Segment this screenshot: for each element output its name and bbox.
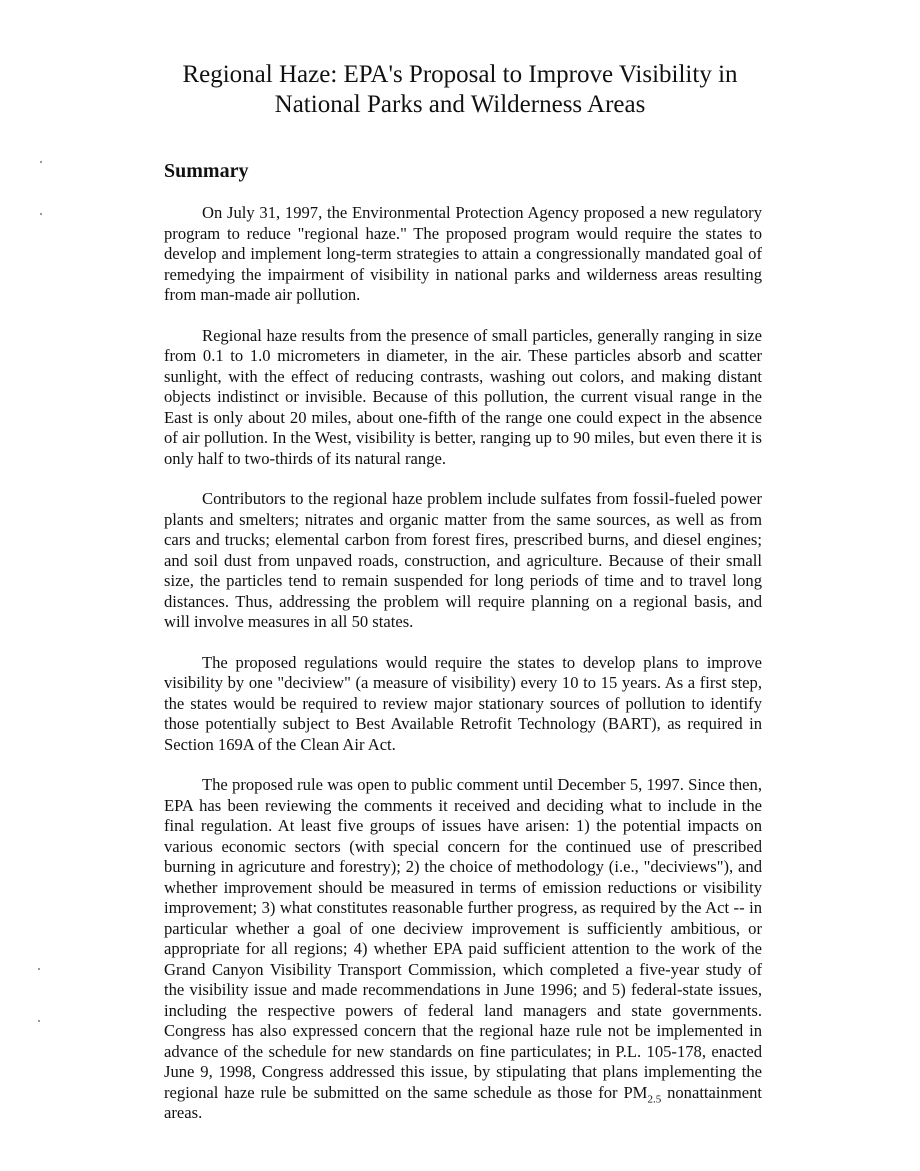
- title-line-2: National Parks and Wilderness Areas: [274, 91, 646, 118]
- title-line-1: Regional Haze: EPA's Proposal to Improve Visibility in: [182, 61, 738, 88]
- paragraph-2: Regional haze results from the presence of small particles, generally ranging in size from 0.1 to 1.0 micrometers in diameter, in the air. These particles absorb and scatter sunlight, with the effect of reducing contrasts, washing out colors, and making distant objects indistinct or invisible. Because of this pollution, the current visual range in the East is only about 20 miles, about one-fifth of the range one could expect in the absence of air pollution. In the West, visibility is better, ranging up to 90 miles, but even there it is only half to two-thirds of its natural range.: [164, 325, 762, 468]
- margin-speck: [40, 213, 42, 215]
- pm-subscript: 2.5: [647, 1092, 662, 1105]
- paragraph-1: On July 31, 1997, the Environmental Protection Agency proposed a new regulatory program to reduce "regional haze." The proposed program would require the states to develop and implement long-term strategies to attain a congressionally mandated goal of remedying the impairment of visibility in national parks and wilderness areas resulting from man-made air pollution.: [164, 203, 762, 304]
- margin-speck: [40, 161, 42, 163]
- paragraph-3: Contributors to the regional haze problem include sulfates from fossil-fueled power plants and smelters; nitrates and organic matter from the same sources, as well as from cars and trucks; elemental carbon from forest fires, prescribed burns, and diesel engines; and soil dust from unpaved roads, construction, and agriculture. Because of their small size, the particles tend to remain suspended for long periods of time and to travel long distances. Thus, addressing the problem will require planning on a regional basis, and will involve measures in all 50 states.: [164, 489, 762, 631]
- margin-speck: [38, 968, 40, 970]
- paragraph-5-tail: nonattainment areas.: [164, 1082, 762, 1122]
- summary-heading: Summary: [164, 160, 249, 182]
- paragraph-5: [164, 775, 762, 1124]
- margin-speck: [38, 1020, 40, 1022]
- summary-body: [164, 203, 762, 1124]
- paragraph-4: The proposed regulations would require the states to develop plans to improve visibility by one "deciview" (a measure of visibility) every 10 to 15 years. As a first step, the states would be required to review major stationary sources of pollution to identify those potentially subject to Best Available Retrofit Technology (BART), as required in Section 169A of the Clean Air Act.: [164, 652, 762, 754]
- document-title: [150, 60, 770, 120]
- paragraph-5-text: The proposed rule was open to public comment until December 5, 1997. Since then, EPA has been reviewing the comments it received and deciding what to include in the final regulation. At least five groups of issues have arisen: 1) the potential impacts on various economic sectors (with special concern for the continued use of prescribed burning in agricuture and forestry); 2) the choice of methodology (i.e., "deciviews"), and whether improvement should be measured in terms of emission reductions or visibility improvement; 3) what constitutes reasonable further progress, as required by the Act -- in particular whether a goal of one deciview improvement is sufficiently ambitious, or appropriate for all regions; 4) whether EPA paid sufficient attention to the work of the Grand Canyon Visibility Transport Commission, which completed a five-year study of the visibility issue and made recommendations in June 1996; and 5) federal-state issues, including the respective powers of federal land managers and state governments. Congress has also expressed concern that the regional haze rule not be implemented in advance of the schedule for new standards on fine particulates; in P.L. 105-178, enacted June 9, 1998, Congress addressed this issue, by stipulating that plans implementing the regional haze rule be submitted on the same schedule as those for PM: [164, 775, 762, 1102]
